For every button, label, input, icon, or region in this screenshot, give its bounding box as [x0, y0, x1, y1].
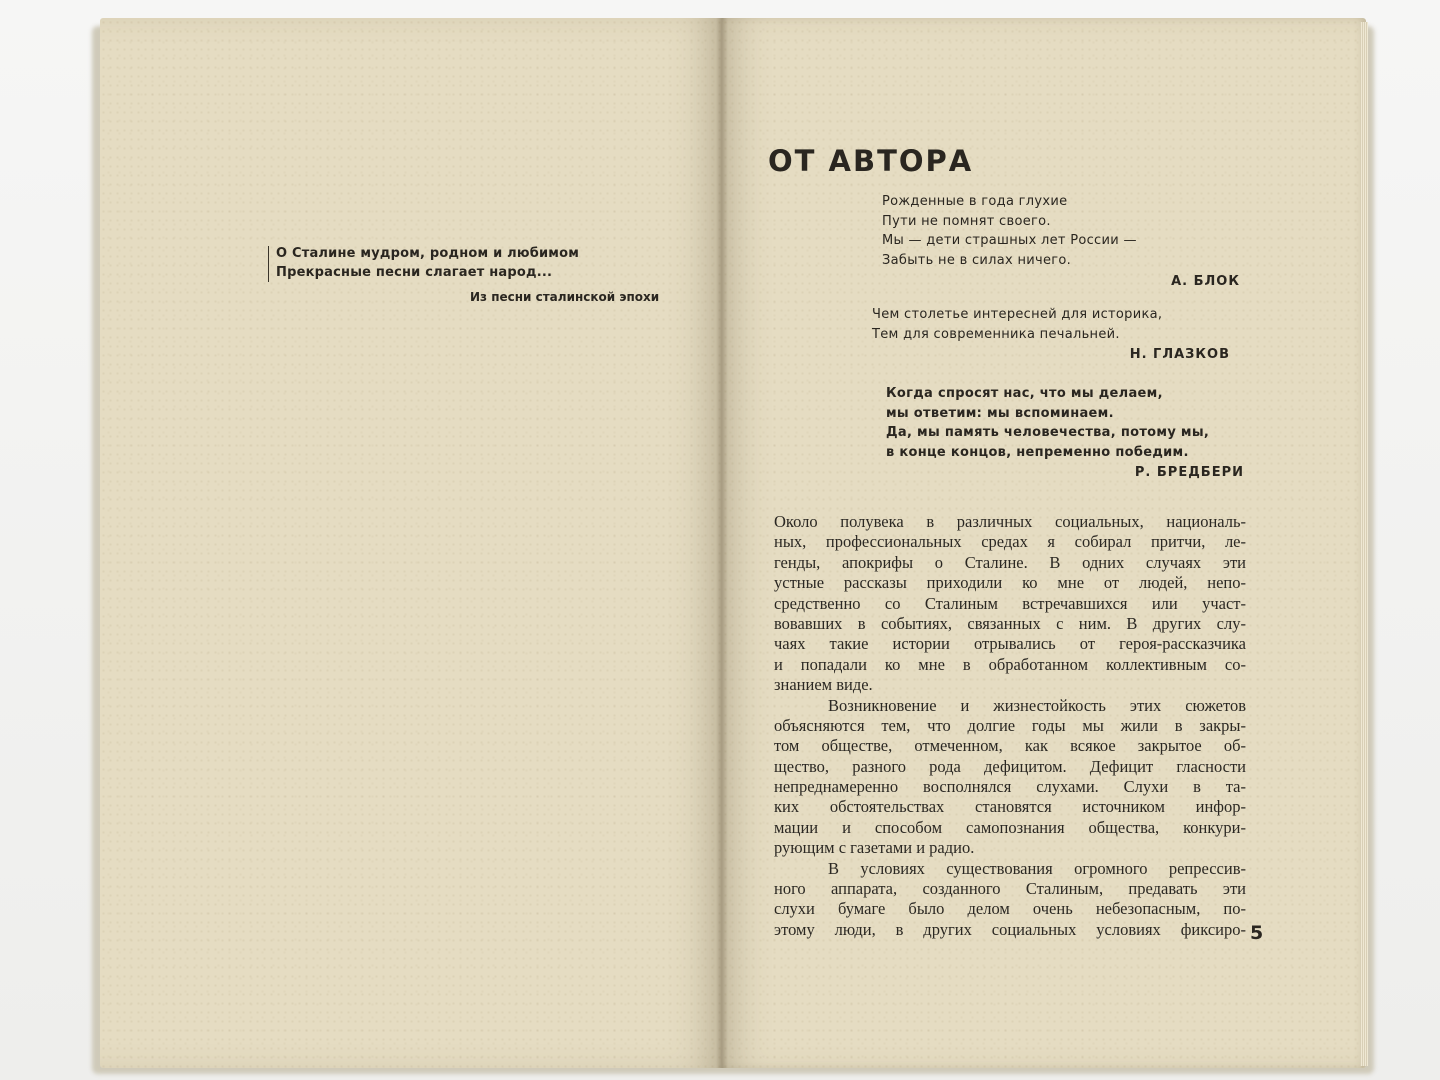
body-line: ных, профессиональных средах я собирал притчи, ле-	[774, 532, 1246, 552]
verse-line: Мы — дети страшных лет России —	[882, 233, 1137, 248]
body-line: В условиях существования огромного репрессив-	[828, 858, 1246, 878]
body-line: этому люди, в других социальных условиях фиксиро-	[774, 919, 1246, 939]
body-line: генды, апокрифы о Сталине. В одних случаях эти	[774, 552, 1246, 572]
verse-author: А. БЛОК	[1171, 274, 1240, 289]
body-line: рующим с газетами и радио.	[774, 838, 975, 858]
verse-line: Рожденные в года глухие	[882, 194, 1068, 209]
body-line: щество, разного рода дефицитом. Дефицит гласности	[774, 756, 1246, 776]
body-line: ких обстоятельствах становятся источником инфор-	[774, 797, 1246, 817]
epigraph-glazkov	[872, 305, 1230, 365]
epigraph-line: О Сталине мудром, родном и любимом	[276, 246, 580, 261]
chapter-heading: ОТ АВТОРА	[768, 144, 974, 178]
body-line: Возникновение и жизнестойкость этих сюжетов	[828, 695, 1246, 715]
verse-author: Н. ГЛАЗКОВ	[1129, 347, 1230, 362]
verse-line: Когда спросят нас, что мы делаем,	[886, 386, 1163, 401]
body-line: непреднамеренно восполнялся слухами. Слухи в та-	[774, 777, 1246, 797]
body-line: чаях такие истории отрывались от героя-рассказчика	[774, 634, 1246, 654]
epigraph-bradbury	[886, 384, 1244, 483]
body-line: том обществе, отмеченном, как всякое закрытое об-	[774, 736, 1246, 756]
left-epigraph	[276, 244, 696, 304]
verse-line: Тем для современника печальней.	[872, 326, 1120, 342]
body-line: средственно со Сталиным встречавшихся или участ-	[774, 593, 1246, 613]
body-line: знанием виде.	[774, 675, 873, 695]
body-line: вовавших в событиях, связанных с ним. В других слу-	[774, 613, 1246, 633]
verse-line: Пути не помнят своего.	[882, 213, 1051, 229]
body-text	[774, 512, 1246, 940]
body-line: объясняются тем, что долгие годы мы жили в закры-	[774, 715, 1246, 735]
verse-line: Чем столетье интересней для историка,	[872, 307, 1163, 322]
epigraph-line: Прекрасные песни слагает народ...	[276, 265, 553, 280]
body-line: ного аппарата, созданного Сталиным, предавать эти	[774, 879, 1246, 899]
verse-line: Да, мы память человечества, потому мы,	[886, 425, 1210, 440]
epigraph-source: Из песни сталинской эпохи	[470, 290, 660, 304]
verse-line: Забыть не в силах ничего.	[882, 252, 1072, 268]
verse-author: Р. БРЕДБЕРИ	[1134, 465, 1244, 480]
body-line: устные рассказы приходили ко мне от людей, непо-	[774, 573, 1246, 593]
page-edges	[1360, 22, 1368, 1066]
body-line: мации и способом самопознания общества, конкури-	[774, 817, 1246, 837]
epigraph-bracket	[268, 246, 269, 282]
verse-line: в конце концов, непременно победим.	[886, 444, 1189, 460]
body-line: слухи бумаге было делом очень небезопасным, по-	[774, 899, 1246, 919]
body-line: Около полувека в различных социальных, националь-	[774, 512, 1246, 531]
verse-line: мы ответим: мы вспоминаем.	[886, 405, 1114, 421]
book-spine	[716, 18, 728, 1068]
page-number: 5	[1250, 922, 1264, 944]
epigraph-blok	[882, 192, 1240, 292]
left-page	[100, 18, 722, 1068]
body-line: и попадали ко мне в обработанном коллективным со-	[774, 654, 1246, 674]
